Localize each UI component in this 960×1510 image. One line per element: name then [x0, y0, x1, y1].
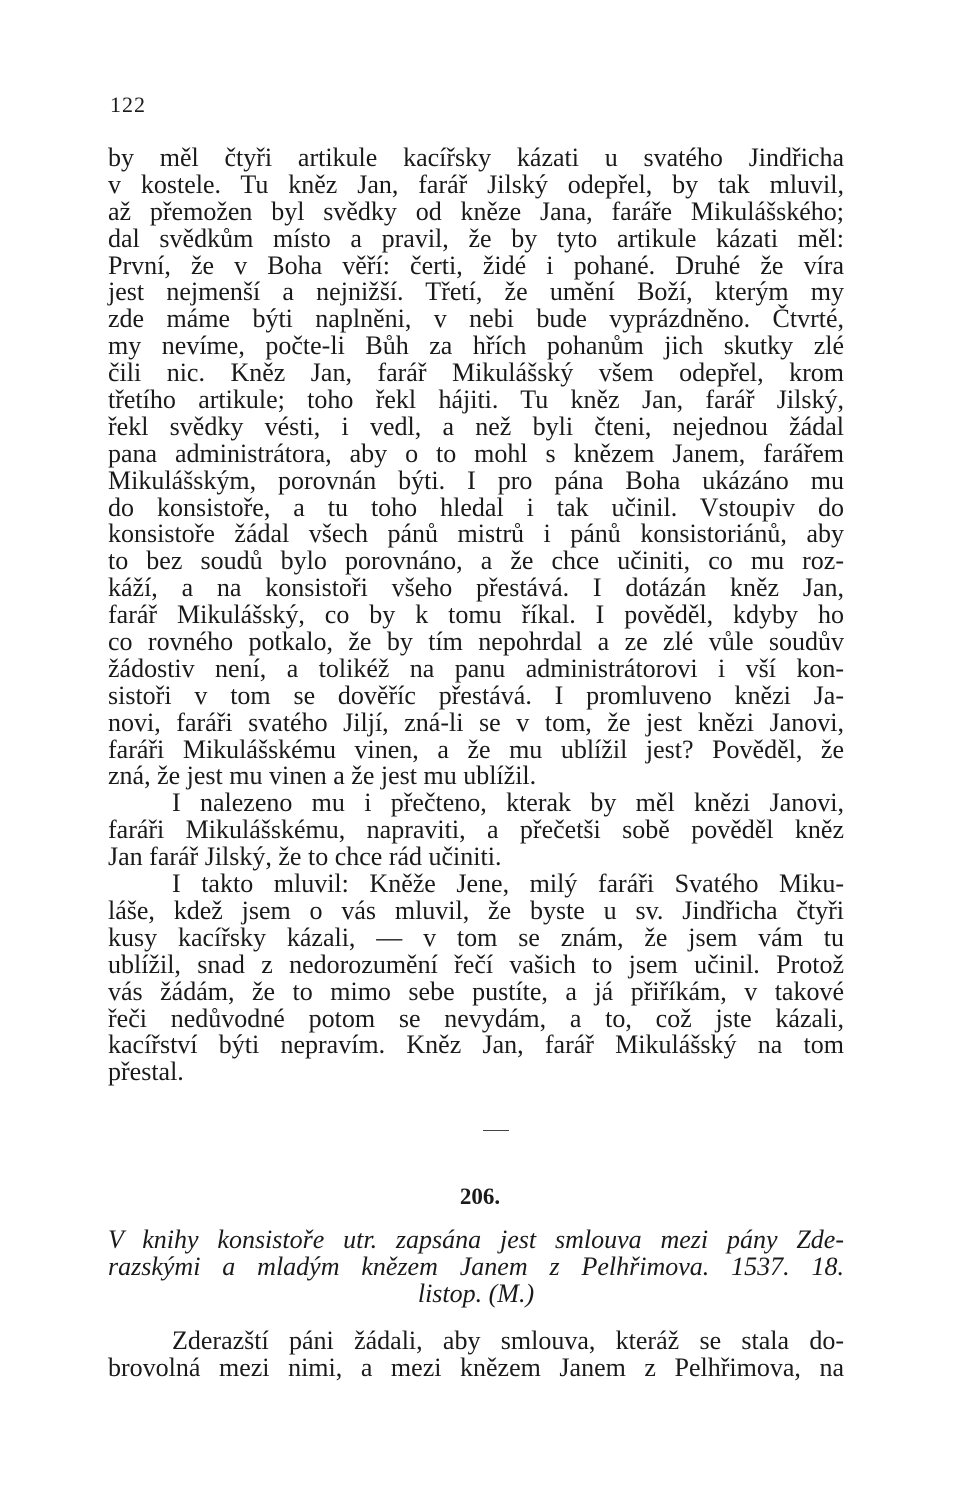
text-line: I nalezeno mu i přečteno, kterak by měl knězi Janovi, — [172, 788, 844, 818]
text-line: novi, faráři svatého Jiljí, zná-li se v tom, že jest knězi Janovi, — [108, 707, 844, 737]
text-line: čili nic. Kněz Jan, farář Mikulášský všem odepřel, krom — [108, 358, 844, 388]
text-line: sistoři v tom se dověříc přestává. I promluveno knězi Ja- — [108, 680, 844, 710]
text-line: ublížil, snad z nedorozumění řečí vašich to jsem učinil. Protož — [108, 949, 844, 979]
text-line: až přemožen byl svědky od kněze Jana, faráře Mikulášského; — [108, 196, 844, 226]
document-number: 206. — [459, 1184, 501, 1209]
text-line: Jan farář Jilský, že to chce rád učiniti. — [108, 842, 502, 872]
heading-line: V knihy konsistoře utr. zapsána jest smlouva mezi pány Zde- — [108, 1225, 844, 1254]
text-line: řeči nedůvodné potom se nevydám, a to, což jste kázali, — [108, 1003, 844, 1033]
heading-line: razskými a mladým knězem Janem z Pelhřimova. 1537. 18. — [108, 1251, 844, 1281]
text-line: První, že v Boha věří: čerti, židé i pohané. Druhé že víra — [108, 250, 844, 280]
text-line: zde máme býti naplněni, v nebi bude vyprázdněno. Čtvrté, — [108, 304, 844, 334]
text-line: pana administrátora, aby o to mohl s knězem Janem, farářem — [108, 438, 844, 468]
text-line: co rovného potkalo, že by tím nepohrdal a ze zlé vůle soudův — [108, 627, 844, 657]
text-line: jest nejmenší a nejnižší. Třetí, že umění Boží, kterým my — [108, 277, 844, 307]
text-line: láše, kdež jsem o vás mluvil, že byste u sv. Jindřicha čtyři — [108, 895, 844, 925]
text-line: I takto mluvil: Kněže Jene, milý faráři Svatého Miku- — [172, 869, 844, 899]
text-line: žádostiv není, a tolikéž na panu administrátorovi i vší kon- — [108, 653, 844, 683]
text-line: do konsistoře, a tu toho hledal i tak učinil. Vstoupiv do — [108, 492, 844, 522]
text-line: káží, a na konsistoři všeho přestává. I dotázán kněz Jan, — [108, 573, 844, 603]
text-line: Zderazští páni žádali, aby smlouva, kteráž se stala do- — [172, 1326, 844, 1355]
text-line: řekl svědky vésti, i vedl, a než byli čteni, nejednou žádal — [108, 411, 844, 441]
text-line: faráři Mikulášskému, napraviti, a přečetši sobě pověděl kněz — [108, 815, 844, 845]
text-line: dal svědkům místo a pravil, že by tyto artikule kázati měl: — [108, 223, 844, 253]
body-text-continued — [108, 1328, 844, 1382]
text-line: faráři Mikulášskému vinen, a že mu ublížil jest? Pověděl, že — [108, 734, 844, 764]
heading-line: listop. (M.) — [417, 1278, 535, 1308]
text-line: brovolná mezi nimi, a mezi knězem Janem z Pelhřimova, na — [108, 1352, 844, 1382]
text-line: my nevíme, počte-li Bůh za hřích pohanům jich skutky zlé — [108, 331, 844, 361]
text-line: by měl čtyři artikule kacířsky kázati u svatého Jindřicha — [108, 143, 844, 172]
text-line: zná, že jest mu vinen a že jest mu ublížil. — [108, 761, 537, 791]
text-line: třetího artikule; toho řekl hájiti. Tu kněz Jan, farář Jilský, — [108, 385, 844, 415]
document-heading — [108, 1227, 844, 1308]
text-line: konsistoře žádal všech pánů mistrů i pánů konsistoriánů, aby — [108, 519, 844, 549]
text-line: kacířství býti nepravím. Kněz Jan, farář Mikulášský na tom — [108, 1030, 844, 1060]
section-divider — [483, 1130, 509, 1131]
page-number: 122 — [110, 92, 146, 117]
text-line: přestal. — [108, 1057, 184, 1087]
text-line: farář Mikulášský, co by k tomu říkal. I pověděl, kdyby ho — [108, 600, 844, 630]
text-line: to bez soudů bylo porovnáno, a že chce učiniti, co mu roz- — [108, 546, 844, 576]
text-line: Mikulášským, porovnán býti. I pro pána Boha ukázáno mu — [108, 465, 844, 495]
body-text — [108, 145, 844, 1086]
text-line: v kostele. Tu kněz Jan, farář Jilský odepřel, by tak mluvil, — [108, 169, 844, 199]
text-line: vás žádám, že to mimo sebe pustíte, a já přiříkám, v takové — [108, 976, 844, 1006]
text-line: kusy kacířsky kázali, — v tom se znám, že jsem vám tu — [108, 922, 844, 952]
